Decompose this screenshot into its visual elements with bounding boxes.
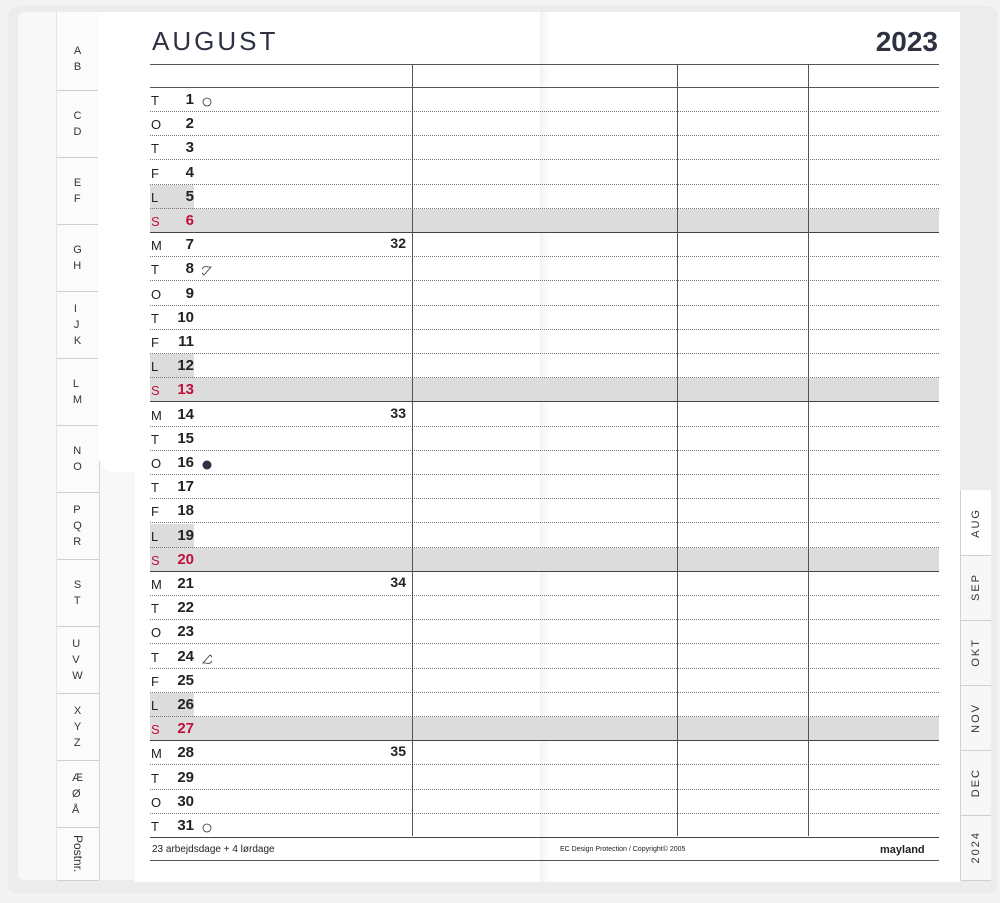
day-number: 6 — [185, 212, 194, 229]
day-number: 25 — [177, 671, 194, 689]
day-row[interactable] — [150, 306, 939, 330]
day-number: 15 — [177, 429, 194, 447]
day-row[interactable] — [150, 378, 939, 402]
day-row[interactable] — [150, 669, 939, 693]
day-row[interactable] — [150, 790, 939, 814]
weekday-letter: T — [151, 649, 159, 665]
day-row[interactable] — [150, 112, 939, 136]
day-number: 20 — [177, 550, 194, 568]
weekday-letter: S — [151, 214, 160, 229]
abc-tab-13[interactable] — [57, 827, 99, 881]
day-number: 10 — [177, 308, 194, 326]
month-tab-label: DEC — [970, 767, 982, 798]
day-number: 27 — [177, 720, 194, 738]
weekday-letter: M — [151, 577, 162, 592]
day-row[interactable] — [150, 257, 939, 281]
day-row[interactable] — [150, 427, 939, 451]
column-divider — [677, 64, 678, 836]
abc-tab-label: P Q R — [73, 503, 83, 548]
weekday-letter: T — [151, 141, 159, 157]
day-row[interactable] — [150, 209, 939, 233]
abc-tab-label: N O — [73, 444, 83, 473]
weekday-letter: L — [151, 359, 159, 375]
day-number: 17 — [177, 478, 194, 496]
day-row[interactable] — [150, 233, 939, 257]
day-row[interactable] — [150, 185, 939, 209]
weekday-letter: T — [151, 310, 159, 326]
abc-tab-11[interactable] — [57, 693, 99, 761]
day-number: 4 — [185, 163, 194, 181]
day-number: 13 — [177, 381, 194, 399]
moon-phase-first-quarter-icon — [202, 651, 212, 661]
weekday-letter: O — [151, 794, 162, 810]
weekday-letter: T — [151, 431, 159, 447]
month-title: AUGUST — [152, 26, 279, 56]
week-number: 32 — [390, 235, 406, 252]
month-tab-dec[interactable] — [961, 750, 991, 816]
month-tab-label: 2024 — [970, 831, 982, 864]
abc-tab-label: U V W — [72, 637, 84, 682]
day-row[interactable] — [150, 499, 939, 523]
abc-tab-label: Postnr. — [71, 834, 85, 873]
weekday-letter: M — [151, 238, 162, 254]
month-tab-label: NOV — [970, 702, 982, 733]
moon-phase-new-icon — [202, 457, 212, 467]
weekday-letter: M — [151, 746, 162, 762]
day-row[interactable] — [150, 88, 939, 112]
copyright-note: EC Design Protection / Copyright© 2005 — [560, 846, 686, 853]
month-tab-nov[interactable] — [961, 685, 991, 751]
moon-phase-last-quarter-icon — [202, 263, 212, 273]
week-number: 34 — [390, 574, 406, 590]
abc-tab-2[interactable] — [57, 90, 99, 158]
day-row[interactable] — [150, 451, 939, 475]
day-number: 16 — [177, 454, 194, 471]
abc-tab-4[interactable] — [57, 224, 99, 292]
column-divider — [808, 64, 809, 836]
day-row[interactable] — [150, 620, 939, 644]
address-index-strip — [56, 12, 100, 880]
day-number: 31 — [177, 817, 194, 834]
day-row[interactable] — [150, 548, 939, 572]
day-row[interactable] — [150, 693, 939, 717]
day-number: 24 — [177, 647, 194, 665]
day-number: 14 — [177, 405, 194, 423]
abc-tab-9[interactable] — [57, 559, 99, 627]
abc-tab-1[interactable] — [57, 27, 99, 91]
day-number: 28 — [177, 744, 194, 762]
weekday-letter: F — [151, 673, 159, 689]
week-number: 35 — [390, 743, 406, 760]
day-number: 12 — [177, 357, 194, 375]
weekday-letter: F — [151, 335, 159, 350]
moon-phase-full-icon — [202, 820, 212, 830]
abc-tab-label: X Y Z — [73, 704, 83, 749]
abc-tab-label: C D — [73, 109, 83, 138]
day-row[interactable] — [150, 282, 939, 306]
day-row[interactable] — [150, 717, 939, 741]
day-number: 19 — [177, 526, 194, 544]
weekday-letter: O — [151, 625, 162, 641]
month-tab-okt[interactable] — [961, 620, 991, 686]
weekday-letter: L — [151, 528, 159, 544]
abc-tab-label: I J K — [73, 302, 83, 347]
day-number: 3 — [185, 139, 194, 157]
month-tab-label: SEP — [970, 573, 982, 602]
month-tab-strip — [960, 490, 991, 880]
day-number: 21 — [177, 575, 194, 592]
day-number: 22 — [177, 599, 194, 617]
abc-tab-8[interactable] — [57, 492, 99, 560]
day-number: 30 — [177, 792, 194, 810]
day-row[interactable] — [150, 403, 939, 427]
abc-tab-label: G H — [73, 243, 83, 272]
day-number: 26 — [177, 696, 194, 713]
day-row[interactable] — [150, 572, 939, 596]
weekday-letter: S — [151, 552, 160, 568]
day-number: 7 — [185, 236, 194, 254]
weekday-letter: S — [151, 383, 160, 399]
weekday-letter: T — [151, 770, 159, 786]
day-number: 11 — [178, 333, 194, 350]
day-row[interactable] — [150, 524, 939, 548]
weekday-letter: T — [151, 262, 159, 278]
day-row[interactable] — [150, 814, 939, 838]
year-title: 2023 — [875, 26, 938, 57]
abc-tab-10[interactable] — [57, 626, 99, 694]
abc-tab-7[interactable] — [57, 425, 99, 493]
day-number: 5 — [185, 187, 194, 205]
day-number: 18 — [177, 502, 194, 520]
month-tab-sep[interactable] — [961, 555, 991, 621]
abc-tab-label: S T — [73, 578, 83, 607]
abc-tab-5[interactable] — [57, 291, 99, 359]
day-number: 29 — [177, 768, 194, 786]
month-tab-2024[interactable] — [961, 815, 991, 881]
day-number: 2 — [185, 115, 194, 133]
day-number: 9 — [185, 284, 194, 302]
day-row[interactable] — [150, 596, 939, 620]
column-divider — [412, 64, 413, 836]
abc-tab-label: L M — [72, 377, 84, 406]
top-rule — [150, 64, 939, 65]
abc-tab-label: Æ Ø Å — [72, 771, 84, 816]
weekday-letter: O — [151, 286, 162, 302]
abc-tab-12[interactable] — [57, 760, 99, 828]
weekday-letter: M — [151, 407, 162, 423]
month-tab-label: AUG — [970, 507, 982, 538]
day-row[interactable] — [150, 136, 939, 160]
row-rule — [150, 837, 939, 838]
weekday-letter: T — [151, 93, 159, 108]
day-row[interactable] — [150, 161, 939, 185]
workdays-note: 23 arbejdsdage + 4 lørdage — [152, 844, 275, 855]
day-number: 1 — [185, 91, 194, 108]
abc-tab-label: E F — [73, 176, 83, 205]
weekday-letter: T — [151, 819, 159, 834]
weekday-letter: S — [151, 722, 160, 738]
day-number: 23 — [177, 623, 194, 641]
day-row[interactable] — [150, 475, 939, 499]
day-row[interactable] — [150, 330, 939, 354]
day-row[interactable] — [150, 766, 939, 790]
day-row[interactable] — [150, 645, 939, 669]
moon-phase-full-icon — [202, 94, 212, 104]
abc-tab-6[interactable] — [57, 358, 99, 426]
weekday-letter: F — [151, 504, 159, 520]
weekday-letter: T — [151, 480, 159, 496]
day-row[interactable] — [150, 741, 939, 765]
brand-logo: mayland — [880, 844, 925, 856]
weekday-letter: F — [151, 165, 159, 181]
day-number: 8 — [185, 260, 194, 278]
weekday-letter: O — [151, 456, 162, 471]
month-tab-label: OKT — [970, 638, 982, 667]
weekday-letter: T — [151, 601, 159, 617]
weekday-letter: L — [151, 698, 159, 713]
week-number: 33 — [390, 404, 406, 421]
abc-tab-3[interactable] — [57, 157, 99, 225]
page-notch — [98, 12, 138, 472]
abc-tab-label: A B — [73, 44, 83, 73]
month-tab-aug[interactable] — [961, 490, 991, 556]
weekday-letter: O — [151, 117, 162, 133]
footer-rule — [150, 860, 939, 861]
day-row[interactable] — [150, 354, 939, 378]
weekday-letter: L — [151, 189, 159, 205]
